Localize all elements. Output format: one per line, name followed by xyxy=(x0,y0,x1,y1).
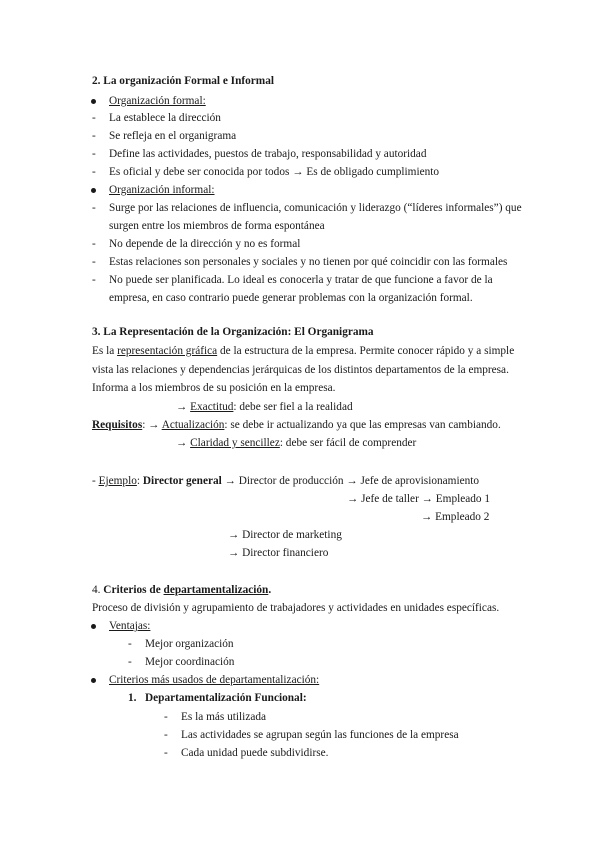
intro-prefix: Es la xyxy=(92,345,118,357)
dash: - xyxy=(92,256,96,268)
requisito-claridad xyxy=(176,436,416,450)
example-line-5: → Director financiero xyxy=(228,547,329,559)
arrow: → xyxy=(176,437,191,449)
title-bold: Criterios de xyxy=(103,584,164,596)
section-4-title xyxy=(92,583,271,597)
example-label: Ejemplo xyxy=(98,475,137,487)
arrow: → xyxy=(176,401,191,413)
requisito-actualizacion xyxy=(92,418,501,432)
intro-underlined: representación gráfica xyxy=(117,345,218,357)
list-item: Estas relaciones son personales y sociales y no tienen por qué coincidir con las formales xyxy=(109,256,508,268)
requisito-text: : debe ser fiel a la realidad xyxy=(233,401,353,413)
requisito-text: : se debe ir actualizando ya que las empresas van cambiando. xyxy=(224,419,501,431)
bullet-dot xyxy=(91,624,96,629)
dash: - xyxy=(164,729,168,741)
requisito-prefix: : → xyxy=(142,419,162,431)
list-item: Mejor organización xyxy=(145,638,234,650)
bullet-dot xyxy=(91,99,96,104)
dash: - xyxy=(164,747,168,759)
list-item-continuation: surgen entre los miembros de forma espontánea xyxy=(109,220,325,232)
example-line-4: → Director de marketing xyxy=(228,529,342,541)
bullet-dot xyxy=(91,188,96,193)
dash: - xyxy=(92,238,96,250)
dash: - xyxy=(92,130,96,142)
dash: - xyxy=(92,274,96,286)
numbered-marker: 1. xyxy=(128,692,137,704)
list-item: Surge por las relaciones de influencia, comunicación y liderazgo (“líderes informales”) que xyxy=(109,202,522,214)
dash: - xyxy=(92,112,96,124)
dash: - xyxy=(128,656,132,668)
example-rest: → Director de producción → Jefe de aprovisionamiento xyxy=(221,475,480,487)
requisito-exactitud xyxy=(176,400,353,414)
intro-line-3: Informa a los miembros de su posición en la empresa. xyxy=(92,382,336,394)
title-underlined: departamentalización xyxy=(163,584,269,596)
requisito-term: Claridad y sencillez xyxy=(190,437,280,449)
list-item: Es la más utilizada xyxy=(181,711,267,723)
criterios-heading: Criterios más usados de departamentalización: xyxy=(109,674,320,686)
requisito-term: Actualización xyxy=(161,419,225,431)
section-4-intro: Proceso de división y agrupamiento de trabajadores y actividades en unidades específicas. xyxy=(92,602,500,614)
list-item-continuation: empresa, en caso contrario puede generar problemas con la organización formal. xyxy=(109,292,473,304)
title-prefix: 4. xyxy=(92,584,104,596)
formal-heading: Organización formal: xyxy=(109,95,206,107)
list-item: La establece la dirección xyxy=(109,112,221,124)
list-item: Mejor coordinación xyxy=(145,656,235,668)
requisito-text: : debe ser fácil de comprender xyxy=(279,437,417,449)
example-colon: : xyxy=(136,475,143,487)
numbered-title: Departamentalización Funcional: xyxy=(145,692,307,704)
list-item: Las actividades se agrupan según las funciones de la empresa xyxy=(181,729,459,741)
dash: - xyxy=(92,166,96,178)
ventajas-heading: Ventajas: xyxy=(109,620,151,632)
requisito-term: Exactitud xyxy=(190,401,234,413)
example-line-3: → Empleado 2 xyxy=(421,511,490,523)
requisitos-label: Requisitos xyxy=(92,419,143,431)
title-end: . xyxy=(268,584,272,596)
example-line-1 xyxy=(92,474,479,488)
section-3-title: 3. La Representación de la Organización: El Organigrama xyxy=(92,326,374,338)
list-item: No depende de la dirección y no es formal xyxy=(109,238,301,250)
intro-line-1 xyxy=(92,344,514,358)
dash: - xyxy=(92,202,96,214)
example-head: Director general xyxy=(142,475,222,487)
example-dash: - xyxy=(92,475,99,487)
dash: - xyxy=(92,148,96,160)
dash: - xyxy=(128,638,132,650)
list-item: Define las actividades, puestos de trabajo, responsabilidad y autoridad xyxy=(109,148,427,160)
example-line-2: → Jefe de taller → Empleado 1 xyxy=(347,493,491,505)
list-item: Cada unidad puede subdividirse. xyxy=(181,747,329,759)
section-2-title: 2. La organización Formal e Informal xyxy=(92,75,274,87)
list-item: Se refleja en el organigrama xyxy=(109,130,237,142)
intro-line-2: vista las relaciones y dependencias jerárquicas de los distintos departamentos de la empresa. xyxy=(92,364,509,376)
dash: - xyxy=(164,711,168,723)
list-item: No puede ser planificada. Lo ideal es conocerla y tratar de que funcione a favor de la xyxy=(109,274,493,286)
bullet-dot xyxy=(91,678,96,683)
informal-heading: Organización informal: xyxy=(109,184,215,196)
list-item: Es oficial y debe ser conocida por todos → Es de obligado cumplimiento xyxy=(109,166,440,178)
intro-suffix: de la estructura de la empresa. Permite conocer rápido y a simple xyxy=(217,345,515,357)
